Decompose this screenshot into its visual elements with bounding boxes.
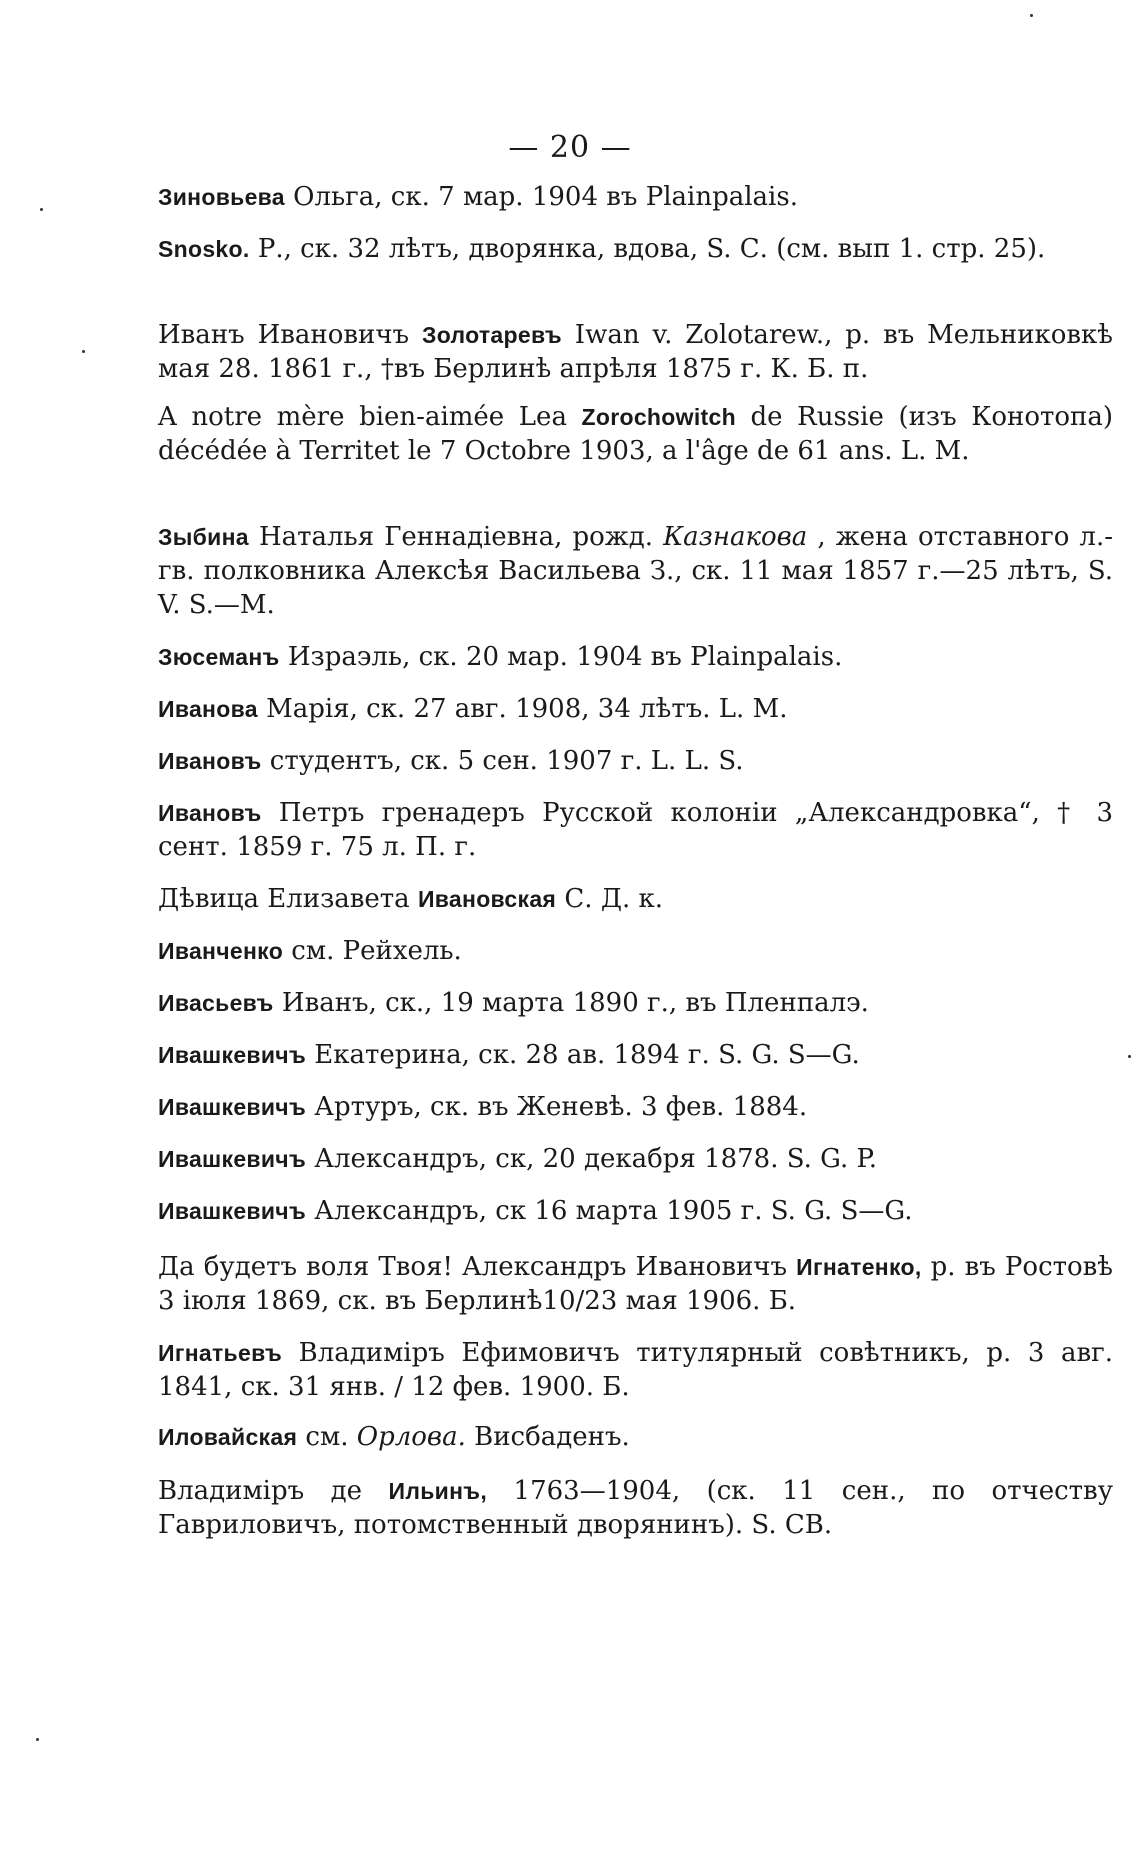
entry-name: Игнатенко, (796, 1254, 922, 1280)
scan-speck (1128, 1055, 1131, 1058)
entry-name: Ивашкевичъ (158, 1042, 307, 1068)
entry (158, 1142, 1113, 1176)
entry-text: Марія, ск. 27 авг. 1908, 34 лѣтъ. L. M. (257, 694, 788, 724)
entry-name: Ильинъ, (388, 1478, 488, 1504)
entry-text-cont: Висбаденъ. (465, 1422, 630, 1452)
entry-text: студентъ, ск. 5 сен. 1907 г. L. L. S. (261, 746, 744, 776)
entry-text: Израэль, ск. 20 мар. 1904 въ Plainpalais. (279, 642, 843, 672)
entry-text: Iwan v. Zolotarew., р. въ Мельниковкѣ мая 28. 1861 г., †въ Берлинѣ апрѣля 1875 г. К. Б. п. (158, 320, 1113, 384)
entry-name: Иванова (158, 696, 258, 722)
entry-text: de Russie (изъ Конотопа) décédée à Territet le 7 Octobre 1903, a l'âge de 61 ans. L. M. (158, 402, 1113, 466)
scan-speck (82, 350, 85, 353)
entry (158, 744, 1113, 778)
entry-prefix: Иванъ Ивановичъ (158, 320, 422, 350)
entry-text: см. (297, 1422, 357, 1452)
entry (158, 520, 1113, 622)
entry-prefix: Дѣвица Елизавета (158, 884, 418, 914)
entry (158, 400, 1113, 468)
scan-speck (40, 208, 43, 211)
entry-name: Иловайская (158, 1424, 298, 1450)
entry-text: Владиміръ Ефимовичъ титулярный совѣтникъ, р. 3 авг. 1841, ск. 31 янв. / 12 фев. 1900. Б. (158, 1338, 1113, 1402)
entry-text: см. Рейхель. (283, 936, 462, 966)
scan-speck (1030, 14, 1033, 17)
entry (158, 986, 1113, 1020)
entry-text: Иванъ, ск., 19 марта 1890 г., въ Пленпалэ. (273, 988, 869, 1018)
entry-text: Ольга, ск. 7 мар. 1904 въ Plainpalais. (284, 182, 798, 212)
entry-name: Zorochowitch (581, 404, 736, 430)
entry (158, 934, 1113, 968)
entry (158, 1194, 1113, 1228)
entry-name: Ивановъ (158, 748, 262, 774)
entry-name: Ивашкевичъ (158, 1094, 307, 1120)
entry-name: Зюсеманъ (158, 644, 280, 670)
entry-name: Иванченко (158, 938, 284, 964)
entry (158, 1250, 1113, 1318)
entry (158, 1038, 1113, 1072)
entry-name: Ивановъ (158, 800, 262, 826)
entry (158, 1420, 1113, 1454)
entry-text: Артуръ, ск. въ Женевѣ. 3 фев. 1884. (306, 1092, 808, 1122)
entry-name: Игнатьевъ (158, 1340, 283, 1366)
entry (158, 1336, 1113, 1404)
entry-prefix: A notre mère bien-aimée Lea (158, 402, 582, 432)
entry (158, 640, 1113, 674)
entry-prefix: Да будетъ воля Твоя! Александръ Ивановичъ (158, 1252, 797, 1282)
entry (158, 882, 1113, 916)
entry-name: Ивановская (417, 886, 557, 912)
entry-italic: Казнакова (663, 522, 808, 552)
page-number: — 20 — (508, 130, 632, 165)
entry-name: Зыбина (158, 524, 249, 550)
entry-text: Наталья Геннадіевна, рожд. (248, 522, 664, 552)
entry-text: Р., ск. 32 лѣтъ, дворянка, вдова, S. С. (см. вып 1. стр. 25). (249, 234, 1046, 264)
entry (158, 1090, 1113, 1124)
entry (158, 232, 1113, 266)
entry-text: Петръ гренадеръ Русской колоніи „Александровка“, † 3 сент. 1859 г. 75 л. П. г. (158, 798, 1113, 862)
entry-text: р. въ Ростовѣ 3 іюля 1869, ск. въ Берлинѣ10/23 мая 1906. Б. (158, 1252, 1113, 1316)
entry-text: Александръ, ск 16 марта 1905 г. S. G. S—G. (306, 1196, 913, 1226)
entry-name: Ивасьевъ (158, 990, 274, 1016)
entry-italic: Орлова. (356, 1422, 466, 1452)
entry (158, 180, 1113, 214)
entry (158, 318, 1113, 386)
entry-text-cont: , жена отставного л.-гв. полковника Алексѣя Васильева З., ск. 11 мая 1857 г.—25 лѣтъ, S. V. S.—M. (158, 522, 1113, 620)
entry-name: Ивашкевичъ (158, 1146, 307, 1172)
entry-prefix: Владиміръ де (158, 1476, 389, 1506)
entry-name: Ивашкевичъ (158, 1198, 307, 1224)
entry-name: Зиновьева (158, 184, 285, 210)
scan-speck (36, 1738, 39, 1741)
entry-text: С. Д. к. (556, 884, 664, 914)
entry-name: Золотаревъ (421, 322, 562, 348)
entry (158, 1474, 1113, 1542)
entry-text: Екатерина, ск. 28 ав. 1894 г. S. G. S—G. (306, 1040, 860, 1070)
entry-text: 1763—1904, (ск. 11 сен., по отчеству Гавриловичъ, потомственный дворянинъ). S. CB. (158, 1476, 1113, 1540)
entry (158, 796, 1113, 864)
entry-text: Александръ, ск, 20 декабря 1878. S. G. P. (306, 1144, 878, 1174)
entry (158, 692, 1113, 726)
entry-name: Snosko. (158, 236, 250, 262)
